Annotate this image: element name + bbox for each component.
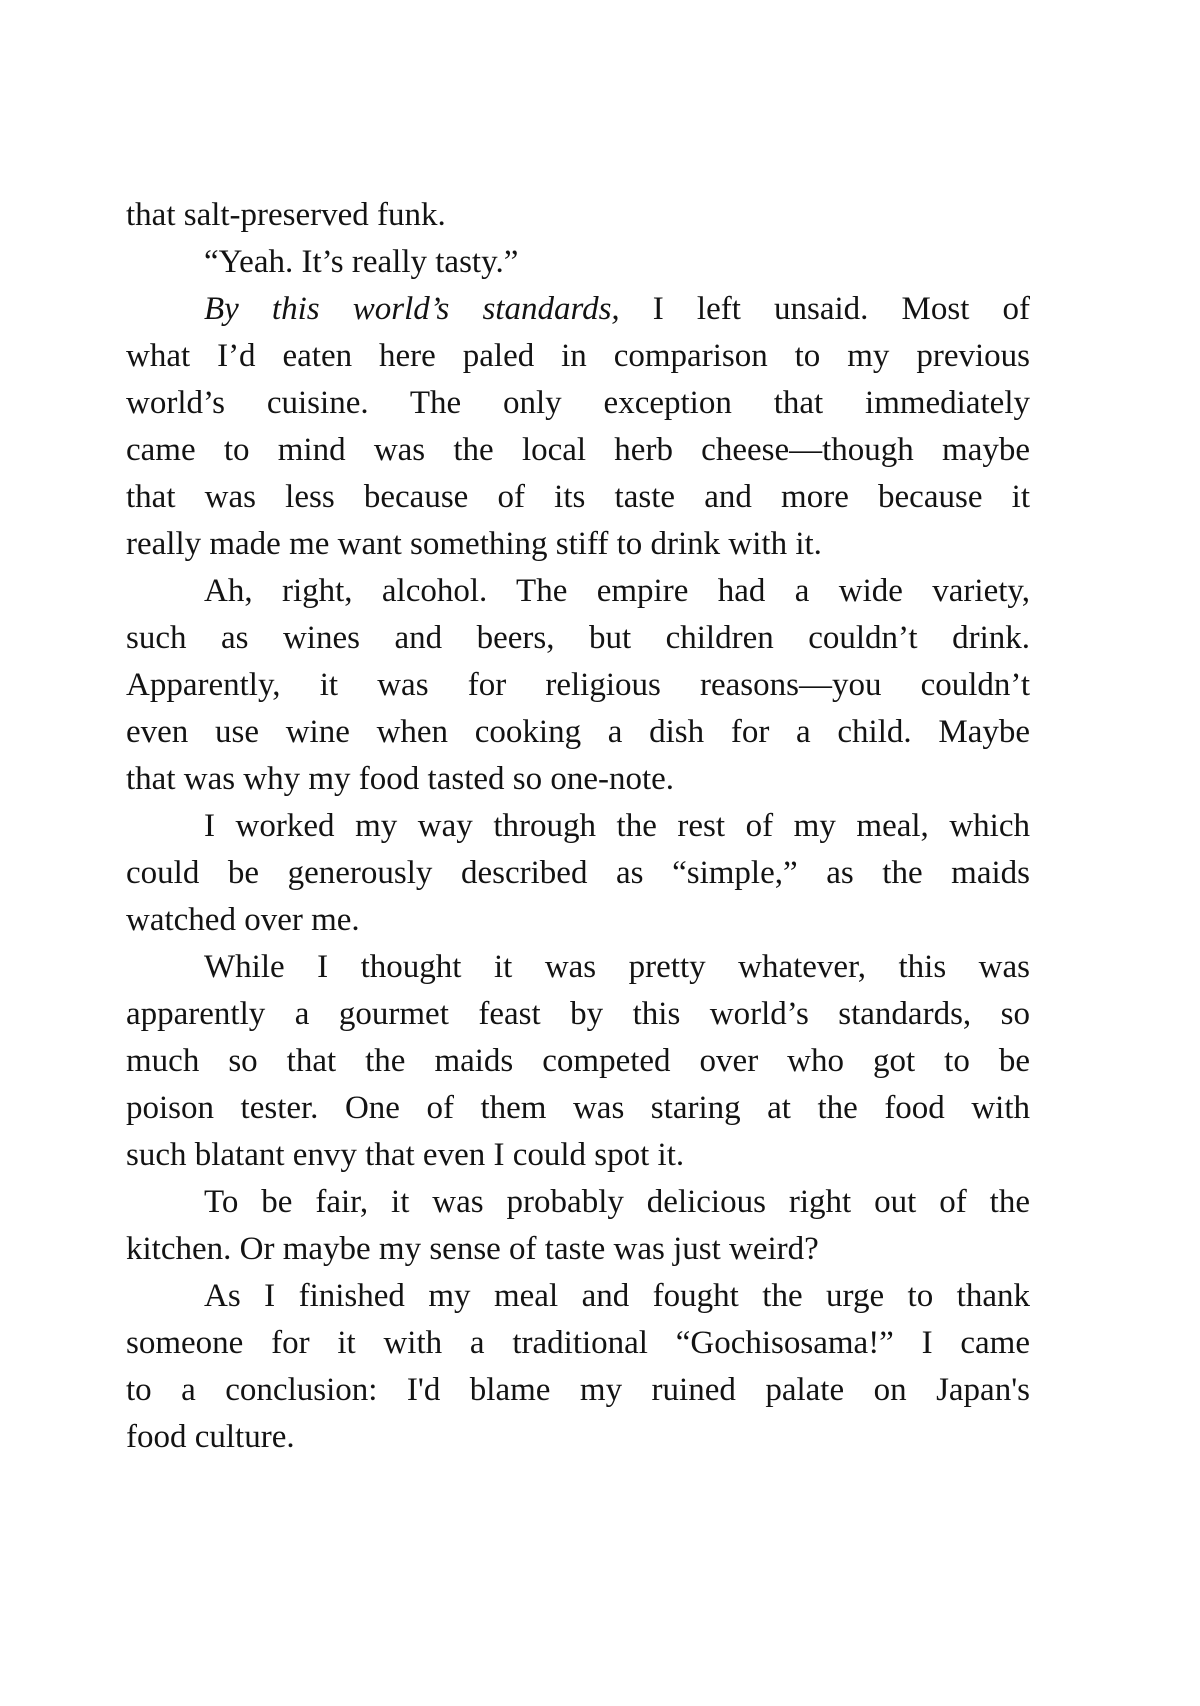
text-segment: “Yeah. It’s really tasty.” bbox=[204, 244, 519, 280]
text-line bbox=[126, 803, 1030, 850]
text-segment: To be fair, it was probably delicious right out of the bbox=[204, 1184, 1030, 1220]
text-line bbox=[126, 1273, 1030, 1320]
text-line bbox=[126, 427, 1030, 474]
text-line bbox=[126, 1414, 1030, 1461]
text-line bbox=[126, 1179, 1030, 1226]
text-line bbox=[126, 1038, 1030, 1085]
text-segment: world’s cuisine. The only exception that immediately bbox=[126, 385, 1030, 421]
text-line bbox=[126, 1226, 1030, 1273]
text-segment: such as wines and beers, but children couldn’t drink. bbox=[126, 620, 1030, 656]
text-segment: even use wine when cooking a dish for a child. Maybe bbox=[126, 714, 1030, 750]
text-line bbox=[126, 380, 1030, 427]
text-segment: Apparently, it was for religious reasons—you couldn’t bbox=[126, 667, 1030, 703]
text-line bbox=[126, 615, 1030, 662]
text-line bbox=[126, 850, 1030, 897]
text-segment: to a conclusion: I'd blame my ruined palate on Japan's bbox=[126, 1372, 1030, 1408]
text-line bbox=[126, 709, 1030, 756]
text-segment: I left unsaid. Most of bbox=[619, 291, 1030, 327]
text-segment: watched over me. bbox=[126, 902, 360, 938]
text-line bbox=[126, 1132, 1030, 1179]
text-line bbox=[126, 1320, 1030, 1367]
text-segment: poison tester. One of them was staring at the food with bbox=[126, 1090, 1030, 1126]
text-line bbox=[126, 897, 1030, 944]
text-segment: what I’d eaten here paled in comparison to my previous bbox=[126, 338, 1030, 374]
text-segment: that was why my food tasted so one-note. bbox=[126, 761, 675, 797]
text-segment: While I thought it was pretty whatever, this was bbox=[204, 949, 1030, 985]
text-line bbox=[126, 474, 1030, 521]
text-line bbox=[126, 521, 1030, 568]
text-segment: someone for it with a traditional “Gochisosama!” I came bbox=[126, 1325, 1030, 1361]
text-segment: that salt-preserved funk. bbox=[126, 197, 446, 233]
text-segment: really made me want something stiff to drink with it. bbox=[126, 526, 822, 562]
text-segment: apparently a gourmet feast by this world’s standards, so bbox=[126, 996, 1030, 1032]
page-text-block bbox=[126, 192, 1030, 1461]
text-line bbox=[126, 333, 1030, 380]
text-line bbox=[126, 239, 1030, 286]
italic-text-segment: By this world’s standards, bbox=[204, 291, 620, 327]
text-segment: Ah, right, alcohol. The empire had a wide variety, bbox=[204, 573, 1030, 609]
text-line bbox=[126, 944, 1030, 991]
text-segment: that was less because of its taste and more because it bbox=[126, 479, 1030, 515]
text-line bbox=[126, 192, 1030, 239]
text-segment: I worked my way through the rest of my meal, which bbox=[204, 808, 1030, 844]
text-line bbox=[126, 1085, 1030, 1132]
text-segment: much so that the maids competed over who got to be bbox=[126, 1043, 1030, 1079]
text-segment: came to mind was the local herb cheese—though maybe bbox=[126, 432, 1030, 468]
text-segment: kitchen. Or maybe my sense of taste was just weird? bbox=[126, 1231, 819, 1267]
text-segment: food culture. bbox=[126, 1419, 295, 1455]
text-segment: could be generously described as “simple,” as the maids bbox=[126, 855, 1030, 891]
text-line bbox=[126, 756, 1030, 803]
text-line bbox=[126, 991, 1030, 1038]
text-line bbox=[126, 1367, 1030, 1414]
text-line bbox=[126, 286, 1030, 333]
text-segment: As I finished my meal and fought the urge to thank bbox=[204, 1278, 1030, 1314]
text-segment: such blatant envy that even I could spot it. bbox=[126, 1137, 685, 1173]
text-line bbox=[126, 568, 1030, 615]
text-line bbox=[126, 662, 1030, 709]
